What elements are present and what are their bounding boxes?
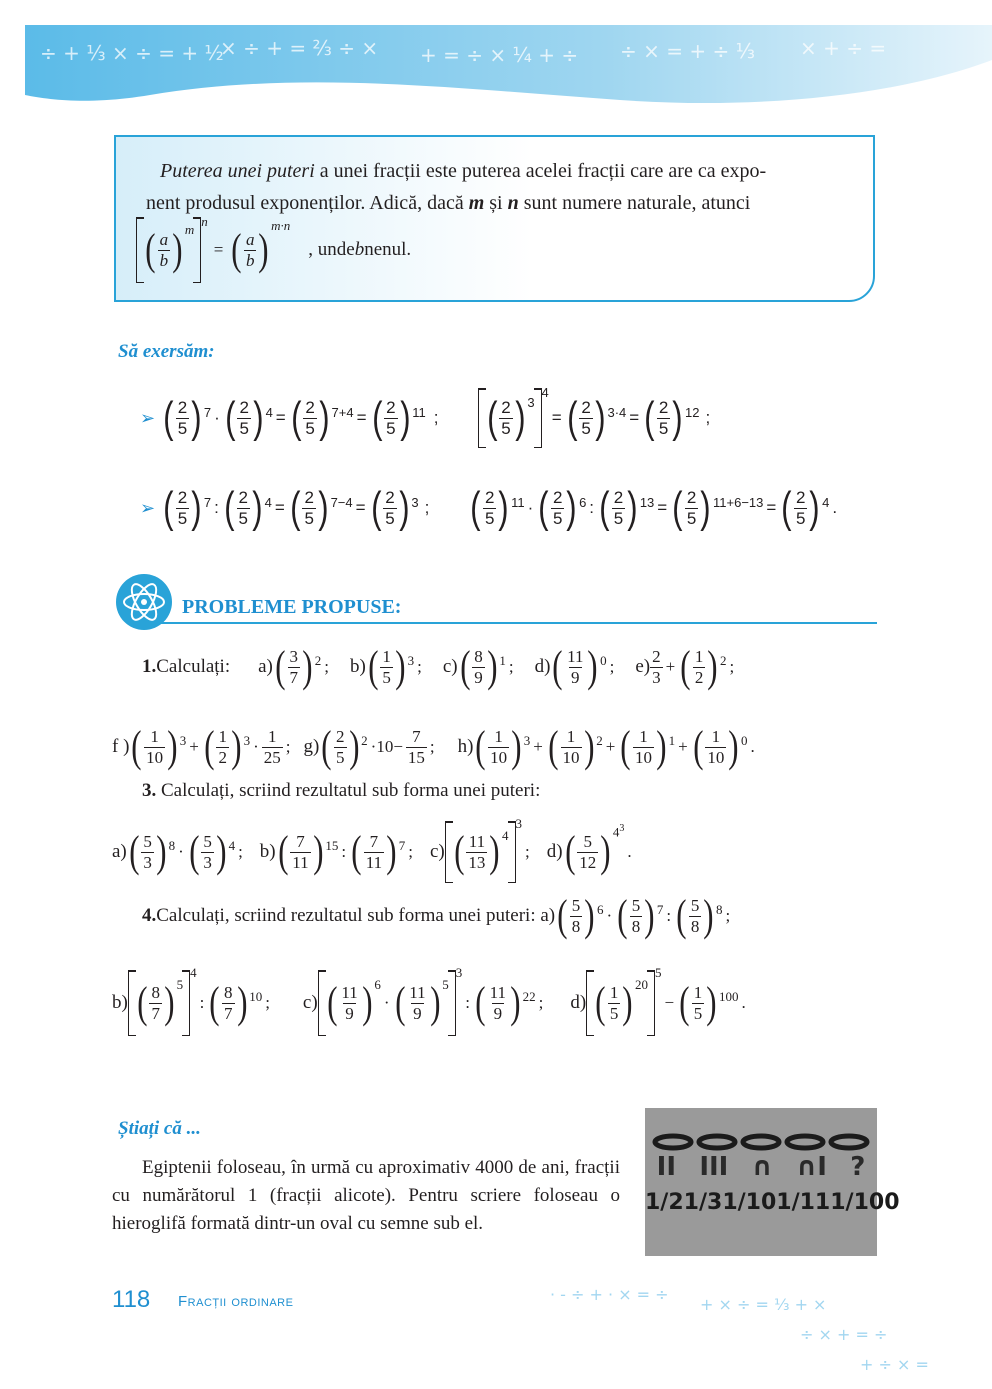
egyptian-fractions-image bbox=[645, 1108, 900, 1256]
practice-row-1: ➢ ( $\frac{2}{5}$ ) 7 · ( $\frac{2}{5}$ ) 4 = ( $\frac{2}{5}$ ) 7+4 = ( $\frac{2}{5}$ ) 11 ; ( $\frac{2}{5}$ ) 3 4 = ( $\frac{2}{5}$ ) 3·4 = ( $\frac{2}{5}$ ) 12 ; bbox=[140, 388, 713, 448]
svg-text:× + ÷ =: × + ÷ = bbox=[800, 36, 887, 60]
footer-decoration bbox=[540, 1270, 992, 1389]
problem-1-continued: f ) ( $\frac{1}{10}$ ) 3 + ( $\frac{1}{2}$ ) 3 · $\frac{1}{25}$ ; g) ( $\frac{2}{5}$ ) 2 ·10− $\frac{7}{15}$ ; h) ( $\frac{1}{10}$ ) 3 + ( $\frac{1}{10}$ ) 2 + ( $\frac{1}{10}$ ) 1 + ( $\frac{1}{10}$ ) 0 . bbox=[112, 722, 755, 771]
glyph-fraction: 1/11 bbox=[776, 1190, 831, 1215]
problem-1: 1. Calculați: a) ( $\frac{3}{7}$ ) 2 ; b) ( $\frac{1}{5}$ ) 3 ; c) ( $\frac{8}{9}$ ) 1 ; d) ( $\frac{11}{9}$ ) 0 ; e) $\frac{2}{3}$ + ( $\frac{1}{2}$ ) 2 ; bbox=[142, 642, 735, 691]
glyph-mark: ∩I bbox=[796, 1152, 827, 1182]
definition-formula: ( $\frac{a}{b}$ ) m n = ( $\frac{a}{b}$ ) m·n , unde b nenul. bbox=[136, 217, 411, 283]
svg-text:÷ × = + ÷ ⅓: ÷ × = + ÷ ⅓ bbox=[620, 39, 755, 63]
svg-text:· - ÷ + · × = ÷: · - ÷ + · × = ÷ bbox=[550, 1285, 669, 1304]
glyph-fraction: 1/10 bbox=[722, 1190, 777, 1215]
page-number: 118 bbox=[112, 1286, 151, 1313]
problems-title: PROBLEME PROPUSE: bbox=[182, 596, 402, 618]
svg-text:+ × ÷ = ⅓ + ×: + × ÷ = ⅓ + × bbox=[700, 1295, 827, 1314]
chapter-title: Fracții ordinare bbox=[178, 1293, 294, 1310]
hieroglyph-illustration bbox=[645, 1108, 877, 1256]
svg-text:× ÷ + = ⅔ ÷ ×: × ÷ + = ⅔ ÷ × bbox=[220, 36, 379, 60]
glyph-fraction: 1/100 bbox=[830, 1190, 900, 1215]
svg-text:+ ÷ × =: + ÷ × = bbox=[860, 1355, 929, 1374]
problem-4-continued: b) ( $\frac{8}{7}$ ) 5 4 : ( $\frac{8}{7}$ ) 10 ; c) ( $\frac{11}{9}$ ) 6 · ( $\frac{11}{9}$ ) 5 3 : ( $\frac{11}{9}$ ) 22 ; d) ( $\frac{1}{5}$ ) 20 5 − ( $\frac{1}{5}$ ) 100 . bbox=[112, 966, 749, 1040]
definition-box bbox=[114, 135, 875, 302]
definition-title: Puterea unei puteri bbox=[160, 160, 315, 182]
stiati-text: Egiptenii foloseau, în urmă cu aproximativ 4000 de ani, fracții cu numărătorul 1 (fracții alicote). Pentru scriere foloseau o hieroglifă formată dintr-un oval cu semne sub el. bbox=[112, 1157, 620, 1234]
practice-heading: Să exersăm: bbox=[118, 341, 215, 362]
glyph-mark: ? bbox=[850, 1152, 866, 1182]
glyph-fraction: 1/3 bbox=[683, 1190, 723, 1215]
svg-text:÷ × + = ÷: ÷ × + = ÷ bbox=[800, 1325, 888, 1344]
header-banner bbox=[0, 0, 992, 130]
glyph-mark: ∩ bbox=[751, 1152, 773, 1182]
practice-row-2: ➢ ( $\frac{2}{5}$ ) 7 : ( $\frac{2}{5}$ ) 4 = ( $\frac{2}{5}$ ) 7−4 = ( $\frac{2}{5}$ ) 3 ; ( $\frac{2}{5}$ ) 11 · ( $\frac{2}{5}$ ) 6 : ( $\frac{2}{5}$ ) 13 = ( $\frac{2}{5}$ ) 11+6−13 = ( $\frac{2}{5}$ ) 4 . bbox=[140, 483, 838, 532]
definition-text: Puterea unei puteri a unei fracții este puterea acelei fracții care are ca expo- nent produsul exponenților. Adică, dacă m și n sunt numere naturale, atunci bbox=[146, 160, 767, 214]
svg-text:+ = ÷ × ¼ + ÷: + = ÷ × ¼ + ÷ bbox=[420, 43, 579, 67]
glyph-fraction: 1/2 bbox=[645, 1190, 684, 1215]
problem-3: a) ( $\frac{5}{3}$ ) 8 · ( $\frac{5}{3}$ ) 4 ; b) ( $\frac{7}{11}$ ) 15 : ( $\frac{7}{11}$ ) 7 ; c) ( $\frac{11}{13}$ ) 4 3 ; d) ( $\frac{5}{12}$ ) $4^3$ . bbox=[112, 818, 635, 886]
problem-4: 4. Calculați, scriind rezultatul sub forma unei puteri: a) ( $\frac{5}{8}$ ) 6 · ( $\frac{5}{8}$ ) 7 : ( $\frac{5}{8}$ ) 8 ; bbox=[142, 891, 731, 940]
svg-text:÷ + ⅓ × ÷ = + ½: ÷ + ⅓ × ÷ = + ½ bbox=[40, 41, 224, 65]
problem-3-statement: 3. Calculați, scriind rezultatul sub forma unei puteri: bbox=[142, 780, 541, 801]
glyph-mark: II bbox=[656, 1152, 677, 1182]
problems-rule bbox=[140, 622, 877, 624]
glyph-mark: III bbox=[699, 1152, 729, 1182]
stiati-heading: Știați că ... bbox=[118, 1118, 201, 1139]
